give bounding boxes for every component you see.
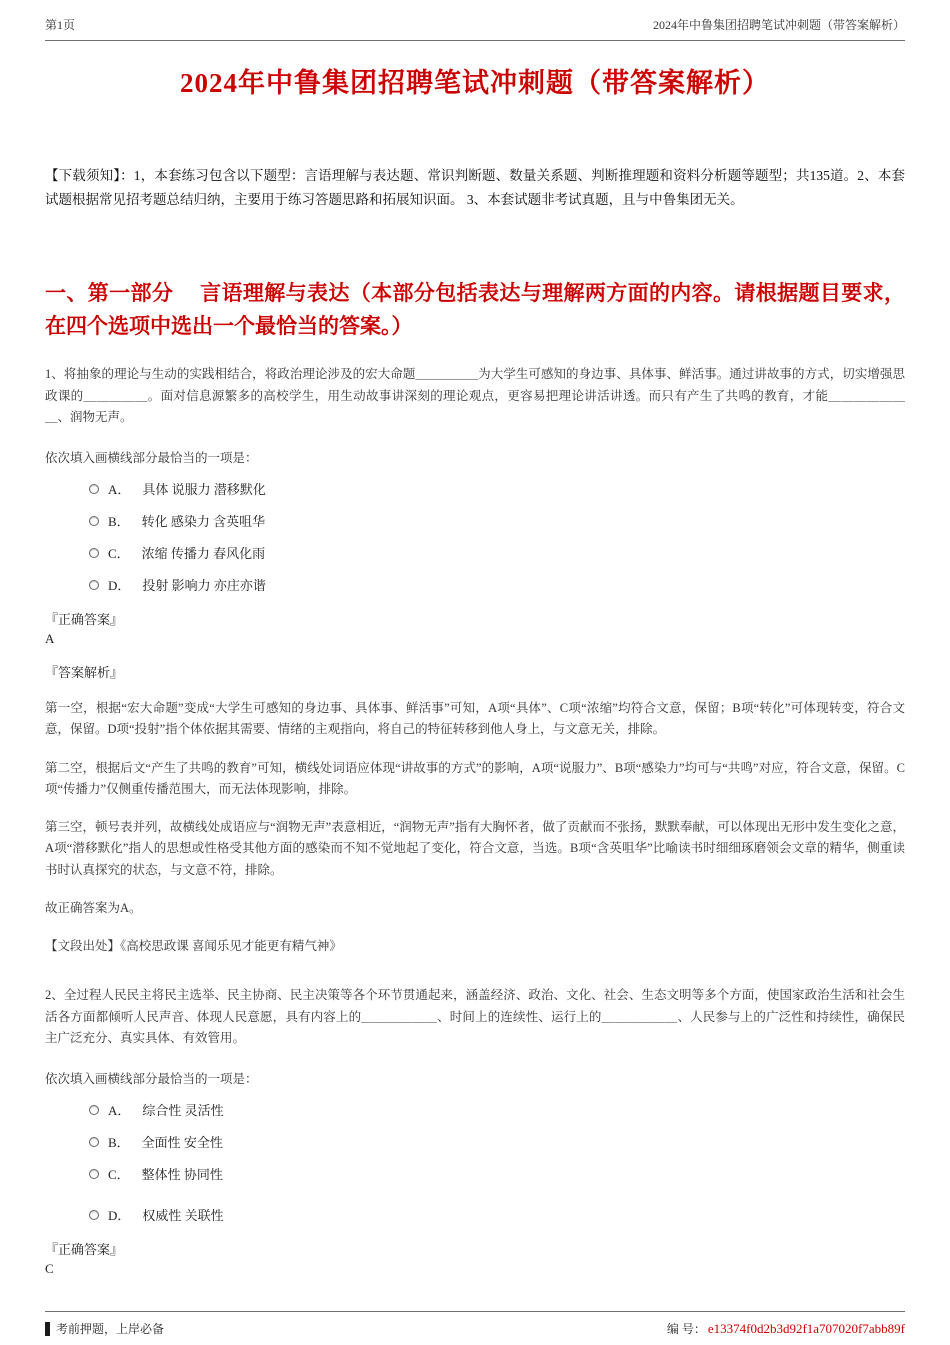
option-row-d[interactable] bbox=[89, 575, 905, 594]
radio-icon[interactable] bbox=[89, 580, 99, 590]
footer-bar-icon bbox=[45, 1322, 50, 1336]
download-notice: 【下载须知】：1，本套练习包含以下题型：言语理解与表达题、常识判断题、数量关系题、判断推理题和资料分析题等题型；共135道。2、本套试题根据常见招考题总结归纳，主要用于练习答题思路和拓展知识面。 3、本套试题非考试真题，且与中鲁集团无关。 bbox=[45, 168, 905, 207]
option-label: A． bbox=[108, 482, 131, 498]
option-text: 权威性 关联性 bbox=[142, 1208, 224, 1224]
option-text: 全面性 安全性 bbox=[141, 1135, 223, 1151]
footer-slogan: 考前押题，上岸必备 bbox=[56, 1322, 165, 1336]
option-label: B． bbox=[108, 1135, 130, 1151]
option-text: 浓缩 传播力 春风化雨 bbox=[141, 546, 266, 562]
option-text: 综合性 灵活性 bbox=[142, 1103, 224, 1119]
question-1-prompt: 依次填入画横线部分最恰当的一项是： bbox=[45, 451, 258, 466]
passage-source: 【文段出处】《高校思政课 喜闻乐见才能更有精气神》 bbox=[45, 939, 342, 954]
footer-code-label: 编 号： bbox=[666, 1322, 706, 1336]
header-doc-title: 2024年中鲁集团招聘笔试冲刺题（带答案解析） bbox=[652, 18, 905, 32]
option-row-d[interactable] bbox=[89, 1205, 905, 1224]
option-label: D． bbox=[108, 1208, 131, 1224]
question-1 bbox=[45, 364, 905, 957]
option-text: 具体 说服力 潜移默化 bbox=[142, 482, 266, 498]
page-header bbox=[45, 12, 905, 41]
option-row-b[interactable] bbox=[89, 511, 905, 530]
question-2-options bbox=[45, 1100, 905, 1224]
radio-icon[interactable] bbox=[89, 1105, 99, 1115]
analysis-label: 『答案解析』 bbox=[45, 665, 124, 681]
correct-answer-value: C bbox=[45, 1261, 54, 1277]
radio-icon[interactable] bbox=[89, 516, 99, 526]
option-text: 转化 感染力 含英咀华 bbox=[141, 514, 266, 530]
radio-icon[interactable] bbox=[89, 484, 99, 494]
analysis-conclusion: 故正确答案为A。 bbox=[45, 900, 142, 915]
radio-icon[interactable] bbox=[89, 548, 99, 558]
question-2 bbox=[45, 985, 905, 1277]
question-1-options bbox=[45, 479, 905, 594]
analysis-paragraph: 第二空，根据后文“产生了共鸣的教育”可知，横线处词语应体现“讲故事的方式”的影响，A项“说服力”、B项“感染力”均可与“共鸣”对应，符合文意，保留。C项“传播力”仅侧重传播范围大，而无法体现影响，排除。 bbox=[45, 760, 905, 796]
option-label: B． bbox=[108, 514, 130, 530]
radio-icon[interactable] bbox=[89, 1137, 99, 1147]
page-footer bbox=[45, 1311, 905, 1337]
option-label: C． bbox=[108, 546, 130, 562]
analysis-paragraph: 第一空，根据“宏大命题”变成“大学生可感知的身边事、具体事、鲜活事”可知，A项“具体”、C项“浓缩”均符合文意，保留；B项“转化”可体现转变，符合文意，保留。D项“投射”指个体依据其需要、情绪的主观指向，将自己的特征转移到他人身上，与文意无关，排除。 bbox=[45, 701, 905, 737]
footer-code: e13374f0d2b3d92f1a707020f7abb89f bbox=[707, 1321, 905, 1336]
option-row-b[interactable] bbox=[89, 1132, 905, 1151]
question-1-stem: 1、将抽象的理论与生动的实践相结合，将政治理论涉及的宏大命题＿＿＿＿＿为大学生可感知的身边事、具体事、鲜活事。通过讲故事的方式，切实增强思政课的＿＿＿＿＿。面对信息源繁多的高校学生，用生动故事讲深刻的理论观点，更容易把理论讲活讲透。而只有产生了共鸣的教育，才能＿＿＿＿＿＿＿、润物无声。 bbox=[45, 367, 905, 424]
option-row-c[interactable] bbox=[89, 1164, 905, 1183]
option-label: C． bbox=[108, 1167, 130, 1183]
radio-icon[interactable] bbox=[89, 1169, 99, 1179]
option-label: A． bbox=[108, 1103, 131, 1119]
section-heading: 一、第一部分 言语理解与表达（本部分包括表达与理解两方面的内容。请根据题目要求，在四个选项中选出一个最恰当的答案。） bbox=[45, 281, 905, 338]
page-title: 2024年中鲁集团招聘笔试冲刺题（带答案解析） bbox=[180, 68, 770, 98]
option-row-a[interactable] bbox=[89, 1100, 905, 1119]
correct-answer-label: 『正确答案』 bbox=[45, 1242, 124, 1258]
option-text: 投射 影响力 亦庄亦谐 bbox=[142, 578, 266, 594]
correct-answer-label: 『正确答案』 bbox=[45, 612, 124, 628]
footer-right bbox=[667, 1320, 905, 1337]
analysis-block bbox=[45, 698, 905, 881]
option-text: 整体性 协同性 bbox=[141, 1167, 223, 1183]
question-2-stem: 2、全过程人民民主将民主选举、民主协商、民主决策等各个环节贯通起来，涵盖经济、政治、文化、社会、生态文明等多个方面，使国家政治生活和社会生活各方面都倾听人民声音、体现人民意愿，具有内容上的＿＿＿＿＿＿、时间上的连续性、运行上的＿＿＿＿＿＿、人民参与上的广泛性和持续性，确保民主广泛充分、真实具体、有效管用。 bbox=[45, 988, 905, 1045]
correct-answer-value: A bbox=[45, 631, 55, 647]
page-number: 第1页 bbox=[45, 18, 76, 32]
option-label: D． bbox=[108, 578, 131, 594]
question-2-prompt: 依次填入画横线部分最恰当的一项是： bbox=[45, 1072, 258, 1087]
option-row-c[interactable] bbox=[89, 543, 905, 562]
radio-icon[interactable] bbox=[89, 1210, 99, 1220]
option-row-a[interactable] bbox=[89, 479, 905, 498]
analysis-paragraph: 第三空，顿号表并列，故横线处成语应与“润物无声”表意相近，“润物无声”指有大胸怀者，做了贡献而不张扬，默默奉献，可以体现出无形中发生变化之意，A项“潜移默化”指人的思想或性格受其他方面的感染而不知不觉地起了变化，符合文意，当选。B项“含英咀华”比喻读书时细细琢磨领会文章的精华，侧重读书时认真探究的状态，与文意不符，排除。 bbox=[45, 820, 905, 877]
footer-left bbox=[45, 1320, 164, 1337]
